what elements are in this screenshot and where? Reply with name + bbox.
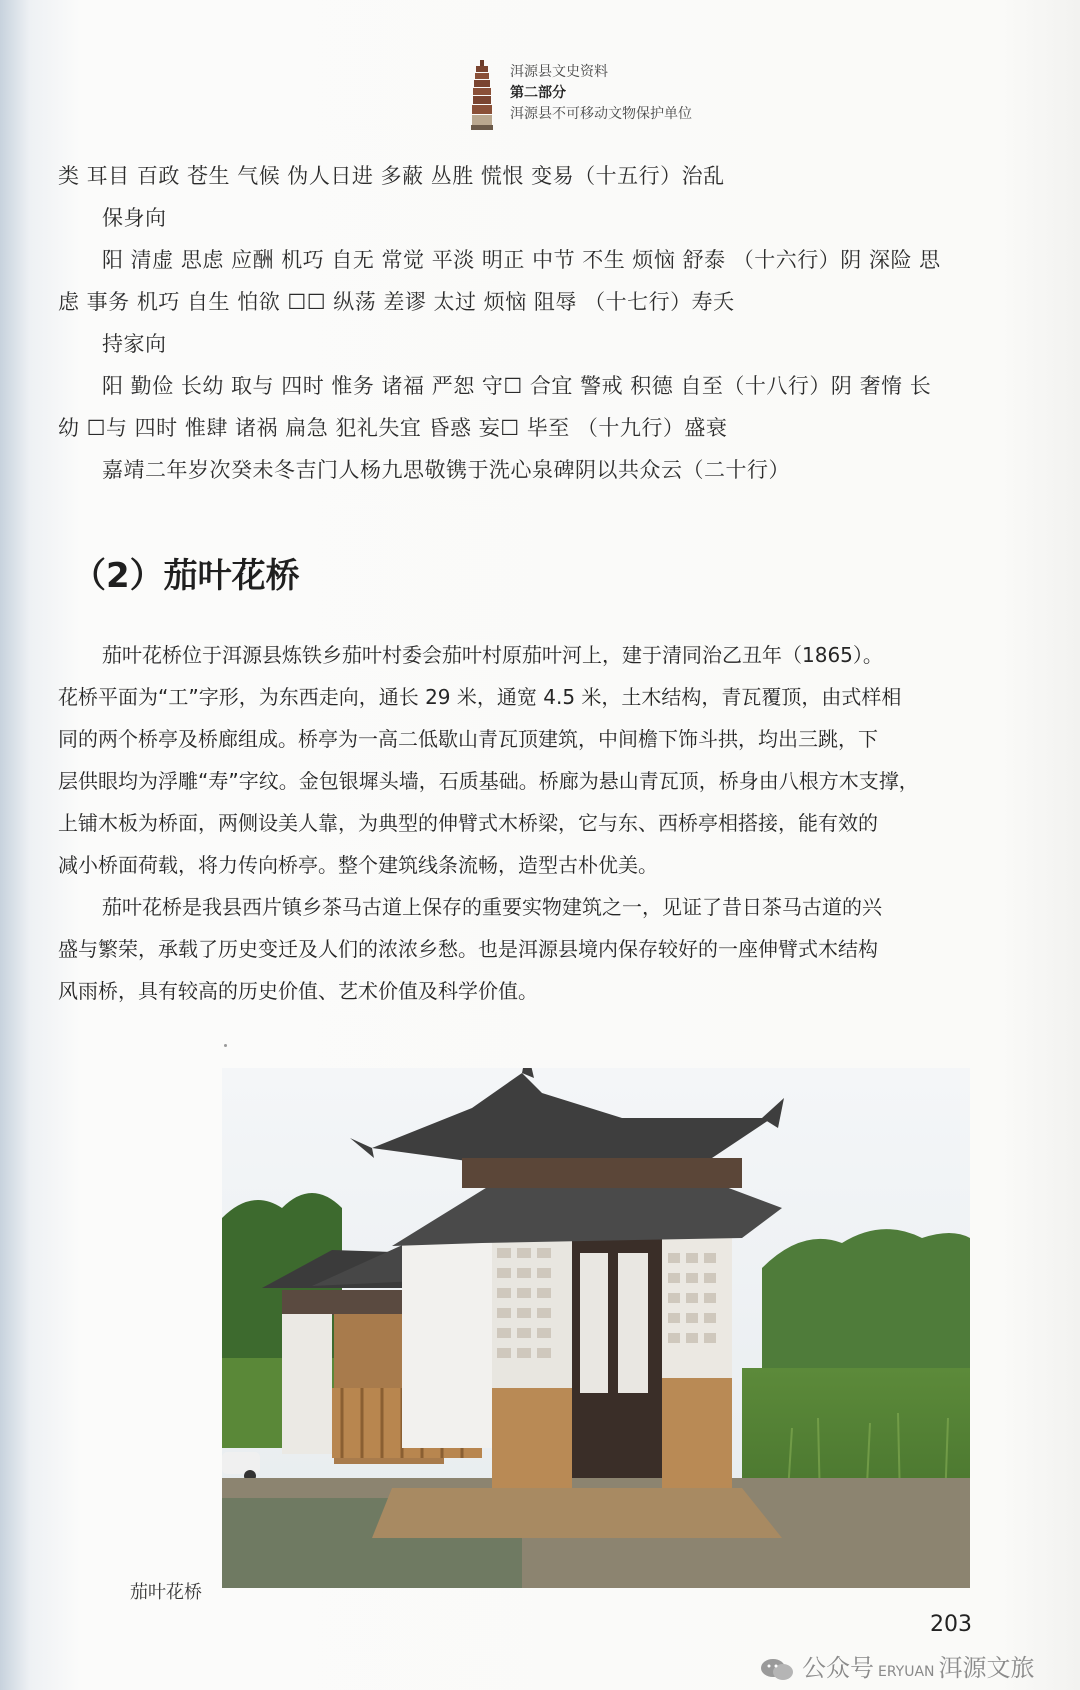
running-header [470,58,730,132]
paragraph-line: 花桥平面为“工”字形，为东西走向，通长 29 米，通宽 4.5 米，土木结构，青瓦覆顶，由式样相 [58,685,902,709]
paragraph-1 [58,634,978,886]
header-part: 第二部分 [510,85,566,101]
inscription-line: 类 耳目 百政 苍生 气候 伪人日进 多蔽 丛胜 慌恨 变易（十五行）治乱 [58,164,725,188]
paragraph-line: 盛与繁荣，承载了历史变迁及人们的浓浓乡愁。也是洱源县境内保存较好的一座伸臂式木结构 [58,937,878,961]
header-chapter: 洱源县不可移动文物保护单位 [510,106,692,122]
print-speck [224,1044,227,1047]
watermark [760,1648,1035,1683]
page-number: 203 [930,1612,972,1637]
paragraph-line: 茄叶花桥是我县西片镇乡茶马古道上保存的重要实物建筑之一，见证了昔日茶马古道的兴 [102,895,882,919]
header-series: 洱源县文史资料 [510,64,608,80]
paragraph-line: 同的两个桥亭及桥廊组成。桥亭为一高二低歇山青瓦顶建筑，中间檐下饰斗拱，均出三跳，下 [58,727,878,751]
paragraph-line: 减小桥面荷载，将力传向桥亭。整个建筑线条流畅，造型古朴优美。 [58,853,658,877]
watermark-label: 公众号 [802,1654,874,1682]
section-title: （2）茄叶花桥 [72,556,300,596]
watermark-en: ERYUAN [878,1664,935,1680]
pagoda-icon [470,60,494,130]
paragraph-line: 风雨桥，具有较高的历史价值、艺术价值及科学价值。 [58,979,538,1003]
inscription-line: 虑 事务 机巧 自生 怕欲 ☐☐ 纵荡 差谬 太过 烦恼 阻辱 （十七行）寿夭 [58,290,735,314]
paragraph-line: 层供眼均为浮雕“寿”字纹。金包银墀头墙，石质基础。桥廊为悬山青瓦顶，桥身由八根方木支撑， [58,769,919,793]
wechat-icon [760,1657,794,1681]
inscription-line: 阳 勤俭 长幼 取与 四时 惟务 诸福 严恕 守☐ 合宜 警戒 积德 自至（十八行）阴 奢惰 长 [102,374,932,398]
inscription-line: 阳 清虚 思虑 应酬 机巧 自无 常觉 平淡 明正 中节 不生 烦恼 舒泰 （十六行）阴 深险 思 [102,248,941,272]
inscription-line: 幼 ☐与 四时 惟肆 诸祸 扁急 犯礼失宜 昏惑 妄☐ 毕至 （十九行）盛衰 [58,416,728,440]
paragraph-line: 上铺木板为桥面，两侧设美人靠，为典型的伸臂式木桥梁，它与东、西桥亭相搭接，能有效的 [58,811,878,835]
bridge-photo [222,1068,970,1588]
paragraph-line: 茄叶花桥位于洱源县炼铁乡茄叶村委会茄叶村原茄叶河上，建于清同治乙丑年（1865）。 [102,643,883,667]
watermark-account: 洱源文旅 [938,1654,1035,1682]
paragraph-2 [58,886,978,1012]
inscription-subhead: 保身向 [102,206,167,230]
inscription-line: 嘉靖二年岁次癸未冬吉门人杨九思敬镌于洗心泉碑阴以共众云（二十行） [102,458,790,482]
inscription-subhead: 持家向 [102,332,167,356]
photo-caption: 茄叶花桥 [130,1582,202,1603]
